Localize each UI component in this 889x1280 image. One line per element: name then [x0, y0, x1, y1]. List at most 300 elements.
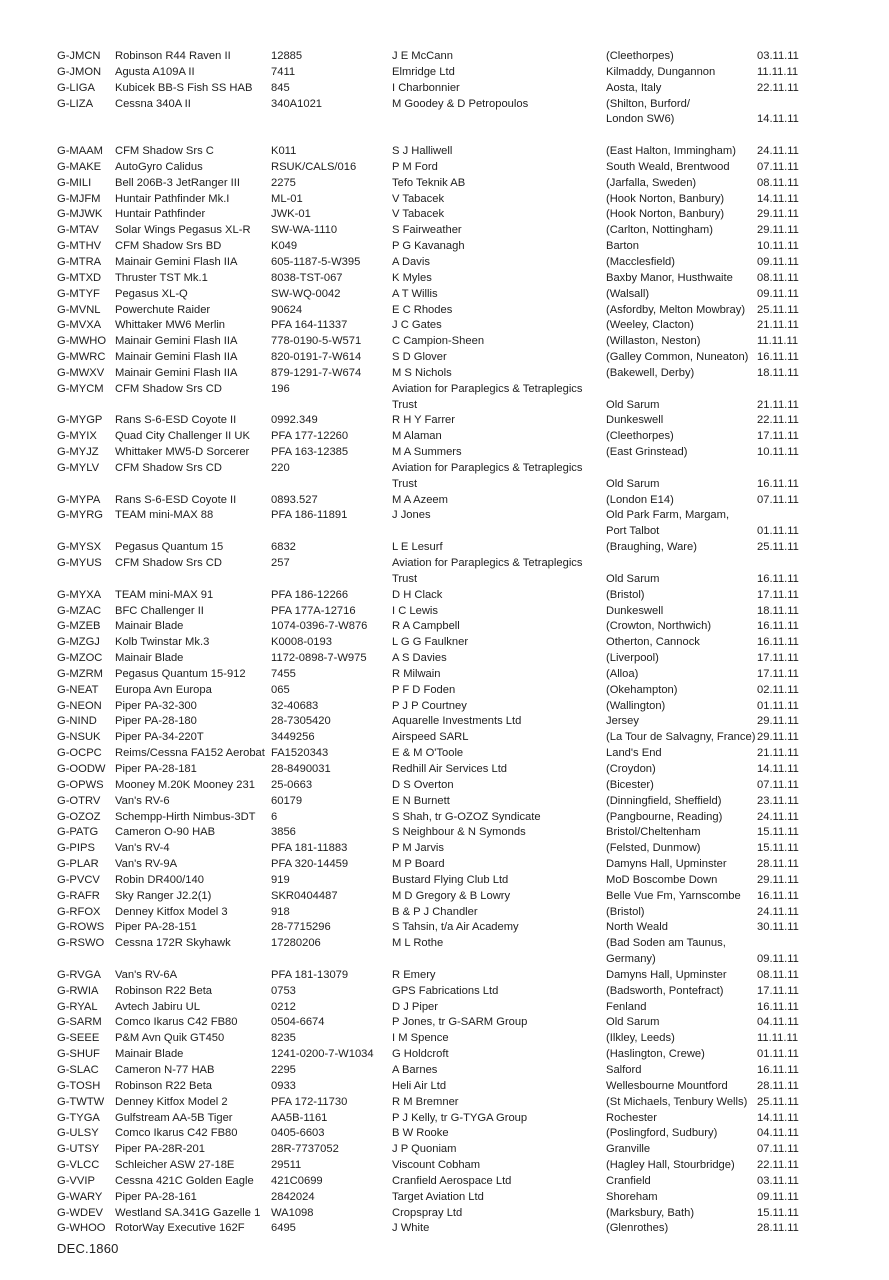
registration-date: 11.11.11: [757, 65, 799, 78]
base-location: (Bristol): [606, 905, 645, 918]
aircraft-type: Piper PA-28-180: [115, 715, 197, 728]
construction-number: FA1520343: [271, 747, 329, 760]
register-row: [57, 1111, 817, 1127]
construction-number: 12885: [271, 50, 303, 62]
construction-number: 6: [271, 810, 278, 823]
owner-name: B & P J Chandler: [392, 905, 478, 918]
register-row: [57, 604, 817, 620]
aircraft-type: Robin DR400/140: [115, 873, 204, 886]
registration-date: 09.11.11: [757, 255, 799, 268]
base-location: (St Michaels, Tenbury Wells): [606, 1095, 748, 1108]
registration: G-MTYF: [57, 287, 100, 300]
register-row: [57, 841, 817, 857]
registration-date: 14.11.11: [757, 192, 799, 205]
registration: G-MYGP: [57, 414, 103, 427]
registration-date: 16.11.11: [757, 1000, 799, 1013]
registration: G-MJFM: [57, 192, 101, 205]
owner-name: D H Clack: [392, 588, 443, 601]
construction-number: 2842024: [271, 1190, 315, 1203]
register-row: [57, 619, 817, 635]
construction-number: 0753: [271, 984, 296, 997]
registration: G-MJWK: [57, 208, 103, 221]
registration-date: 01.11.11: [757, 525, 799, 538]
construction-number: 257: [271, 557, 290, 569]
construction-number: 0405-6603: [271, 1127, 325, 1140]
register-row: [57, 746, 817, 762]
register-row: [57, 857, 817, 873]
registration: G-MWHO: [57, 335, 107, 348]
register-row: [57, 192, 817, 208]
registration: G-MWRC: [57, 351, 106, 364]
aircraft-type: Powerchute Raider: [115, 303, 211, 316]
register-row: [57, 556, 817, 572]
register-row: [57, 413, 817, 429]
registration-date: 24.11.11: [757, 810, 799, 823]
base-location: (Weeley, Clacton): [606, 319, 694, 332]
registration: G-MAKE: [57, 160, 102, 173]
owner-name: A T Willis: [392, 287, 438, 300]
registration-date: 15.11.11: [757, 826, 799, 839]
register-row: [57, 97, 817, 113]
register-row: [57, 1047, 817, 1063]
owner-name: Aquarelle Investments Ltd: [392, 715, 522, 728]
owner-name: Bustard Flying Club Ltd: [392, 873, 509, 886]
owner-name: M A Azeem: [392, 493, 448, 506]
base-location: Rochester: [606, 1111, 657, 1124]
registration: G-MILI: [57, 176, 92, 189]
base-location: Salford: [606, 1064, 642, 1076]
register-row: [57, 825, 817, 841]
register-row: [57, 1158, 817, 1174]
registration-date: 03.11.11: [757, 50, 799, 62]
owner-name: J C Gates: [392, 319, 442, 332]
registration-date: 24.11.11: [757, 145, 799, 158]
base-location: (Wallington): [606, 699, 666, 712]
aircraft-type: CFM Shadow Srs BD: [115, 240, 222, 253]
registration: G-WARY: [57, 1190, 103, 1203]
registration: G-MZGJ: [57, 636, 100, 649]
base-location: Port Talbot: [606, 525, 660, 538]
registration-date: 16.11.11: [757, 636, 799, 649]
registration: G-NSUK: [57, 731, 101, 744]
aircraft-type: Quad City Challenger II UK: [115, 430, 250, 443]
owner-name: R Milwain: [392, 667, 441, 680]
aircraft-type: Cessna 340A II: [115, 97, 191, 110]
aircraft-type: Agusta A109A II: [115, 65, 195, 78]
construction-number: 065: [271, 683, 290, 696]
base-location: Land's End: [606, 747, 662, 760]
base-location: Granville: [606, 1143, 651, 1156]
base-location: Dunkeswell: [606, 414, 664, 427]
aircraft-type: CFM Shadow Srs CD: [115, 557, 222, 569]
owner-name: P J Kelly, tr G-TYGA Group: [392, 1111, 528, 1124]
registration-date: 14.11.11: [757, 762, 799, 775]
base-location: Wellesbourne Mountford: [606, 1079, 728, 1092]
base-location: (Poslingford, Sudbury): [606, 1127, 718, 1140]
aircraft-type: Mooney M.20K Mooney 231: [115, 778, 255, 791]
construction-number: 7411: [271, 65, 296, 78]
registration-date: 17.11.11: [757, 667, 799, 680]
registration-date: 25.11.11: [757, 1095, 799, 1108]
registration-date: 28.11.11: [757, 858, 799, 871]
base-location: South Weald, Brentwood: [606, 160, 730, 173]
owner-name: Aviation for Paraplegics & Tetraplegics: [392, 382, 583, 395]
registration-date: 17.11.11: [757, 984, 799, 997]
registration-date: 14.11.11: [757, 113, 799, 126]
registration-date: 14.11.11: [757, 1111, 799, 1124]
aircraft-type: Comco Ikarus C42 FB80: [115, 1016, 238, 1029]
owner-name: M L Rothe: [392, 937, 444, 950]
base-location: Kilmaddy, Dungannon: [606, 65, 716, 78]
base-location: North Weald: [606, 921, 668, 934]
construction-number: 29511: [271, 1159, 302, 1172]
register-row: [57, 1063, 817, 1079]
base-location: Baxby Manor, Husthwaite: [606, 271, 733, 284]
register-row: [57, 1000, 817, 1016]
registration: G-LIGA: [57, 81, 95, 94]
registration-date: 03.11.11: [757, 1174, 799, 1187]
base-location: Old Sarum: [606, 398, 660, 411]
registration: G-NIND: [57, 715, 97, 728]
owner-name: P M Ford: [392, 160, 438, 173]
register-row: [57, 873, 817, 889]
registration-date: 15.11.11: [757, 842, 799, 855]
construction-number: 0212: [271, 1000, 296, 1013]
aircraft-type: Kolb Twinstar Mk.3: [115, 636, 210, 649]
registration: G-MZOC: [57, 652, 103, 665]
registration: G-VVIP: [57, 1174, 95, 1187]
base-location: (Macclesfield): [606, 255, 676, 268]
aircraft-type: Thruster TST Mk.1: [115, 271, 208, 284]
construction-number: PFA 177A-12716: [271, 604, 356, 617]
register-row: [57, 984, 817, 1000]
owner-name: J E McCann: [392, 50, 453, 62]
construction-number: 0992.349: [271, 414, 318, 427]
construction-number: PFA 186-12266: [271, 588, 349, 601]
construction-number: SKR0404487: [271, 889, 338, 902]
base-location: (Hook Norton, Banbury): [606, 192, 725, 205]
owner-name: I C Lewis: [392, 604, 439, 617]
register-row: [57, 445, 817, 461]
register-row: [57, 382, 817, 398]
aircraft-type: Robinson R22 Beta: [115, 1079, 213, 1092]
construction-number: 28-7305420: [271, 715, 331, 728]
construction-number: 918: [271, 905, 290, 918]
aircraft-type: Van's RV-4: [115, 842, 170, 855]
construction-number: 17280206: [271, 937, 321, 950]
owner-name: S Fairweather: [392, 224, 462, 237]
aircraft-type: Piper PA-28R-201: [115, 1143, 205, 1156]
owner-name: M D Gregory & B Lowry: [392, 889, 511, 902]
registration: G-MTAV: [57, 224, 99, 237]
registration-date: 21.11.11: [757, 398, 799, 411]
registration-date: 29.11.11: [757, 224, 799, 237]
registration-date: 10.11.11: [757, 240, 799, 253]
aircraft-type: Denney Kitfox Model 3: [115, 905, 228, 918]
owner-name: Target Aviation Ltd: [392, 1190, 484, 1203]
base-location: (Hagley Hall, Stourbridge): [606, 1159, 735, 1172]
construction-number: 879-1291-7-W674: [271, 366, 362, 379]
construction-number: 778-0190-5-W571: [271, 335, 362, 348]
registration-date: 04.11.11: [757, 1127, 799, 1140]
base-location: Old Park Farm, Margam,: [606, 509, 730, 522]
registration: G-VLCC: [57, 1159, 100, 1172]
registration: G-SLAC: [57, 1064, 99, 1076]
register-row: [57, 730, 817, 746]
register-row: [57, 287, 817, 303]
aircraft-type: Europa Avn Europa: [115, 683, 212, 696]
aircraft-type: Huntair Pathfinder Mk.I: [115, 192, 230, 205]
owner-name: P G Kavanagh: [392, 240, 465, 253]
registration: G-MYUS: [57, 557, 102, 569]
registration: G-MYXA: [57, 588, 102, 601]
registration-date: 17.11.11: [757, 430, 799, 443]
registration-date: 25.11.11: [757, 303, 799, 316]
registration-date: 16.11.11: [757, 477, 799, 490]
aircraft-type: Pegasus Quantum 15: [115, 541, 224, 554]
aircraft-type: TEAM mini-MAX 88: [115, 509, 214, 522]
registration-date: 17.11.11: [757, 588, 799, 601]
construction-number: K049: [271, 240, 298, 253]
register-row: [57, 255, 817, 271]
base-location: (Pangbourne, Reading): [606, 810, 723, 823]
registration-date: 28.11.11: [757, 1222, 799, 1235]
registration: G-JMON: [57, 65, 102, 78]
base-location: (Glenrothes): [606, 1222, 669, 1235]
aircraft-type: CFM Shadow Srs CD: [115, 382, 222, 395]
registration-date: 18.11.11: [757, 366, 799, 379]
owner-name: B W Rooke: [392, 1127, 449, 1140]
owner-name: E N Burnett: [392, 794, 450, 807]
register-row: [57, 239, 817, 255]
registration-date: 16.11.11: [757, 620, 799, 633]
base-location: (Bicester): [606, 778, 654, 791]
aircraft-type: Rans S-6-ESD Coyote II: [115, 493, 237, 506]
construction-number: 2295: [271, 1064, 296, 1076]
aircraft-type: Avtech Jabiru UL: [115, 1000, 200, 1013]
owner-name: S J Halliwell: [392, 145, 453, 158]
register-row: [57, 920, 817, 936]
aircraft-type: Sky Ranger J2.2(1): [115, 889, 212, 902]
registration-date: 22.11.11: [757, 81, 799, 94]
registration-date: 24.11.11: [757, 905, 799, 918]
registration: G-RVGA: [57, 968, 101, 981]
base-location: (Alloa): [606, 667, 639, 680]
register-row: [57, 1015, 817, 1031]
aircraft-type: Westland SA.341G Gazelle 1: [115, 1206, 261, 1219]
registration: G-MTXD: [57, 271, 102, 284]
register-row: [57, 952, 817, 968]
registration: G-TWTW: [57, 1095, 105, 1108]
aircraft-type: RotorWay Executive 162F: [115, 1222, 245, 1235]
owner-name: Cropspray Ltd: [392, 1206, 463, 1219]
registration: G-NEAT: [57, 683, 99, 696]
registration: G-SARM: [57, 1016, 102, 1029]
construction-number: 3856: [271, 826, 296, 839]
construction-number: 340A1021: [271, 97, 323, 110]
aircraft-type: Van's RV-9A: [115, 858, 178, 871]
register-row: [57, 1174, 817, 1190]
base-location: Dunkeswell: [606, 604, 664, 617]
construction-number: 220: [271, 461, 290, 474]
aircraft-type: Piper PA-28-181: [115, 762, 197, 775]
registration-date: 04.11.11: [757, 1016, 799, 1029]
registration: G-RSWO: [57, 937, 105, 950]
owner-name: V Tabacek: [392, 208, 445, 221]
aircraft-type: Solar Wings Pegasus XL-R: [115, 224, 251, 237]
base-location: (Willaston, Neston): [606, 335, 701, 348]
base-location: (Croydon): [606, 762, 656, 775]
registration: G-PIPS: [57, 842, 95, 855]
base-location: (Marksbury, Bath): [606, 1206, 695, 1219]
construction-number: 1172-0898-7-W975: [271, 652, 367, 665]
construction-number: 25-0663: [271, 778, 313, 791]
register-row: [57, 207, 817, 223]
aircraft-type: Cessna 421C Golden Eagle: [115, 1174, 254, 1187]
owner-name: P Jones, tr G-SARM Group: [392, 1016, 528, 1029]
base-location: (Bad Soden am Taunus,: [606, 937, 726, 950]
registration: G-MYSX: [57, 541, 102, 554]
registration-date: 11.11.11: [757, 1032, 799, 1045]
register-row: [57, 524, 817, 540]
base-location: (Liverpool): [606, 652, 659, 665]
construction-number: 7455: [271, 667, 296, 680]
registration: G-PVCV: [57, 873, 100, 886]
base-location: (Badsworth, Pontefract): [606, 984, 724, 997]
aircraft-type: CFM Shadow Srs C: [115, 145, 214, 158]
construction-number: 0504-6674: [271, 1016, 325, 1029]
owner-name: A S Davies: [392, 652, 447, 665]
aircraft-type: Robinson R22 Beta: [115, 984, 213, 997]
base-location: Shoreham: [606, 1190, 658, 1203]
register-row: [57, 303, 817, 319]
register-row: [57, 49, 817, 65]
owner-name: Trust: [392, 572, 418, 585]
registration-date: 21.11.11: [757, 747, 799, 760]
registration: G-SEEE: [57, 1032, 100, 1045]
aircraft-type: Piper PA-32-300: [115, 699, 197, 712]
registration: G-ROWS: [57, 921, 105, 934]
owner-name: A Davis: [392, 255, 430, 268]
base-location: (East Halton, Immingham): [606, 145, 736, 158]
owner-name: GPS Fabrications Ltd: [392, 984, 499, 997]
registration: G-RWIA: [57, 984, 99, 997]
construction-number: PFA 320-14459: [271, 858, 349, 871]
registration: G-MZEB: [57, 620, 101, 633]
owner-name: M A Summers: [392, 446, 462, 459]
owner-name: Redhill Air Services Ltd: [392, 762, 508, 775]
aircraft-type: Mainair Gemini Flash IIA: [115, 366, 238, 379]
register-row: [57, 572, 817, 588]
register-row: [57, 714, 817, 730]
registration: G-OODW: [57, 762, 106, 775]
registration-date: 07.11.11: [757, 160, 799, 173]
register-row: [57, 1126, 817, 1142]
owner-name: Airspeed SARL: [392, 731, 469, 744]
construction-number: SW-WA-1110: [271, 224, 338, 237]
register-row: [57, 540, 817, 556]
construction-number: 820-0191-7-W614: [271, 351, 362, 364]
owner-name: Tefo Teknik AB: [392, 176, 466, 189]
registration: G-OCPC: [57, 747, 102, 760]
construction-number: 28-7715296: [271, 921, 331, 934]
register-row: [57, 1190, 817, 1206]
register-row: [57, 112, 817, 128]
owner-name: I M Spence: [392, 1032, 449, 1045]
registration: G-NEON: [57, 699, 102, 712]
registration-date: 22.11.11: [757, 414, 799, 427]
registration-date: 28.11.11: [757, 1079, 799, 1092]
construction-number: 421C0699: [271, 1174, 323, 1187]
owner-name: Viscount Cobham: [392, 1159, 481, 1172]
owner-name: C Campion-Sheen: [392, 335, 485, 348]
register-row: [57, 271, 817, 287]
registration: G-TYGA: [57, 1111, 100, 1124]
registration: G-MVXA: [57, 319, 102, 332]
construction-number: PFA 163-12385: [271, 446, 349, 459]
registration: G-OTRV: [57, 794, 101, 807]
registration-date: 16.11.11: [757, 1064, 799, 1076]
registration-date: 07.11.11: [757, 778, 799, 791]
register-row: [57, 635, 817, 651]
registration: G-OZOZ: [57, 810, 101, 823]
aircraft-type: Schempp-Hirth Nimbus-3DT: [115, 810, 256, 823]
base-location: Damyns Hall, Upminster: [606, 968, 727, 981]
aircraft-type: Whittaker MW6 Merlin: [115, 319, 226, 332]
register-row: [57, 477, 817, 493]
owner-name: Aviation for Paraplegics & Tetraplegics: [392, 557, 583, 569]
construction-number: 196: [271, 382, 290, 395]
register-row: [57, 429, 817, 445]
aircraft-type: Mainair Blade: [115, 652, 184, 665]
construction-number: WA1098: [271, 1206, 314, 1219]
base-location: Belle Vue Fm, Yarnscombe: [606, 889, 741, 902]
aircraft-type: Pegasus Quantum 15-912: [115, 667, 246, 680]
registration: G-MYJZ: [57, 446, 99, 459]
construction-number: 60179: [271, 794, 303, 807]
construction-number: RSUK/CALS/016: [271, 160, 357, 173]
base-location: (Braughing, Ware): [606, 541, 697, 554]
aircraft-type: Mainair Gemini Flash IIA: [115, 351, 238, 364]
base-location: (Ilkley, Leeds): [606, 1032, 675, 1045]
construction-number: 28-8490031: [271, 762, 331, 775]
register-row: [57, 1079, 817, 1095]
construction-number: 90624: [271, 303, 303, 316]
owner-name: J P Quoniam: [392, 1143, 457, 1156]
registration-date: 08.11.11: [757, 271, 799, 284]
register-row: [57, 683, 817, 699]
registration-date: 09.11.11: [757, 287, 799, 300]
register-row: [57, 176, 817, 192]
construction-number: 32-40683: [271, 699, 319, 712]
base-location: (Dinningfield, Sheffield): [606, 794, 722, 807]
register-row: [57, 1206, 817, 1222]
registration-date: 25.11.11: [757, 541, 799, 554]
owner-name: D J Piper: [392, 1000, 439, 1013]
registration-date: 07.11.11: [757, 1143, 799, 1156]
register-row: [57, 1142, 817, 1158]
owner-name: L G G Faulkner: [392, 636, 469, 649]
register-row: [57, 461, 817, 477]
base-location: (La Tour de Salvagny, France): [606, 731, 756, 744]
aircraft-type: Kubicek BB-S Fish SS HAB: [115, 81, 253, 94]
registration-date: 10.11.11: [757, 446, 799, 459]
register-row: [57, 699, 817, 715]
base-location: (Bakewell, Derby): [606, 366, 695, 379]
construction-number: JWK-01: [271, 208, 311, 221]
register-row: [57, 889, 817, 905]
base-location: Cranfield: [606, 1174, 651, 1187]
